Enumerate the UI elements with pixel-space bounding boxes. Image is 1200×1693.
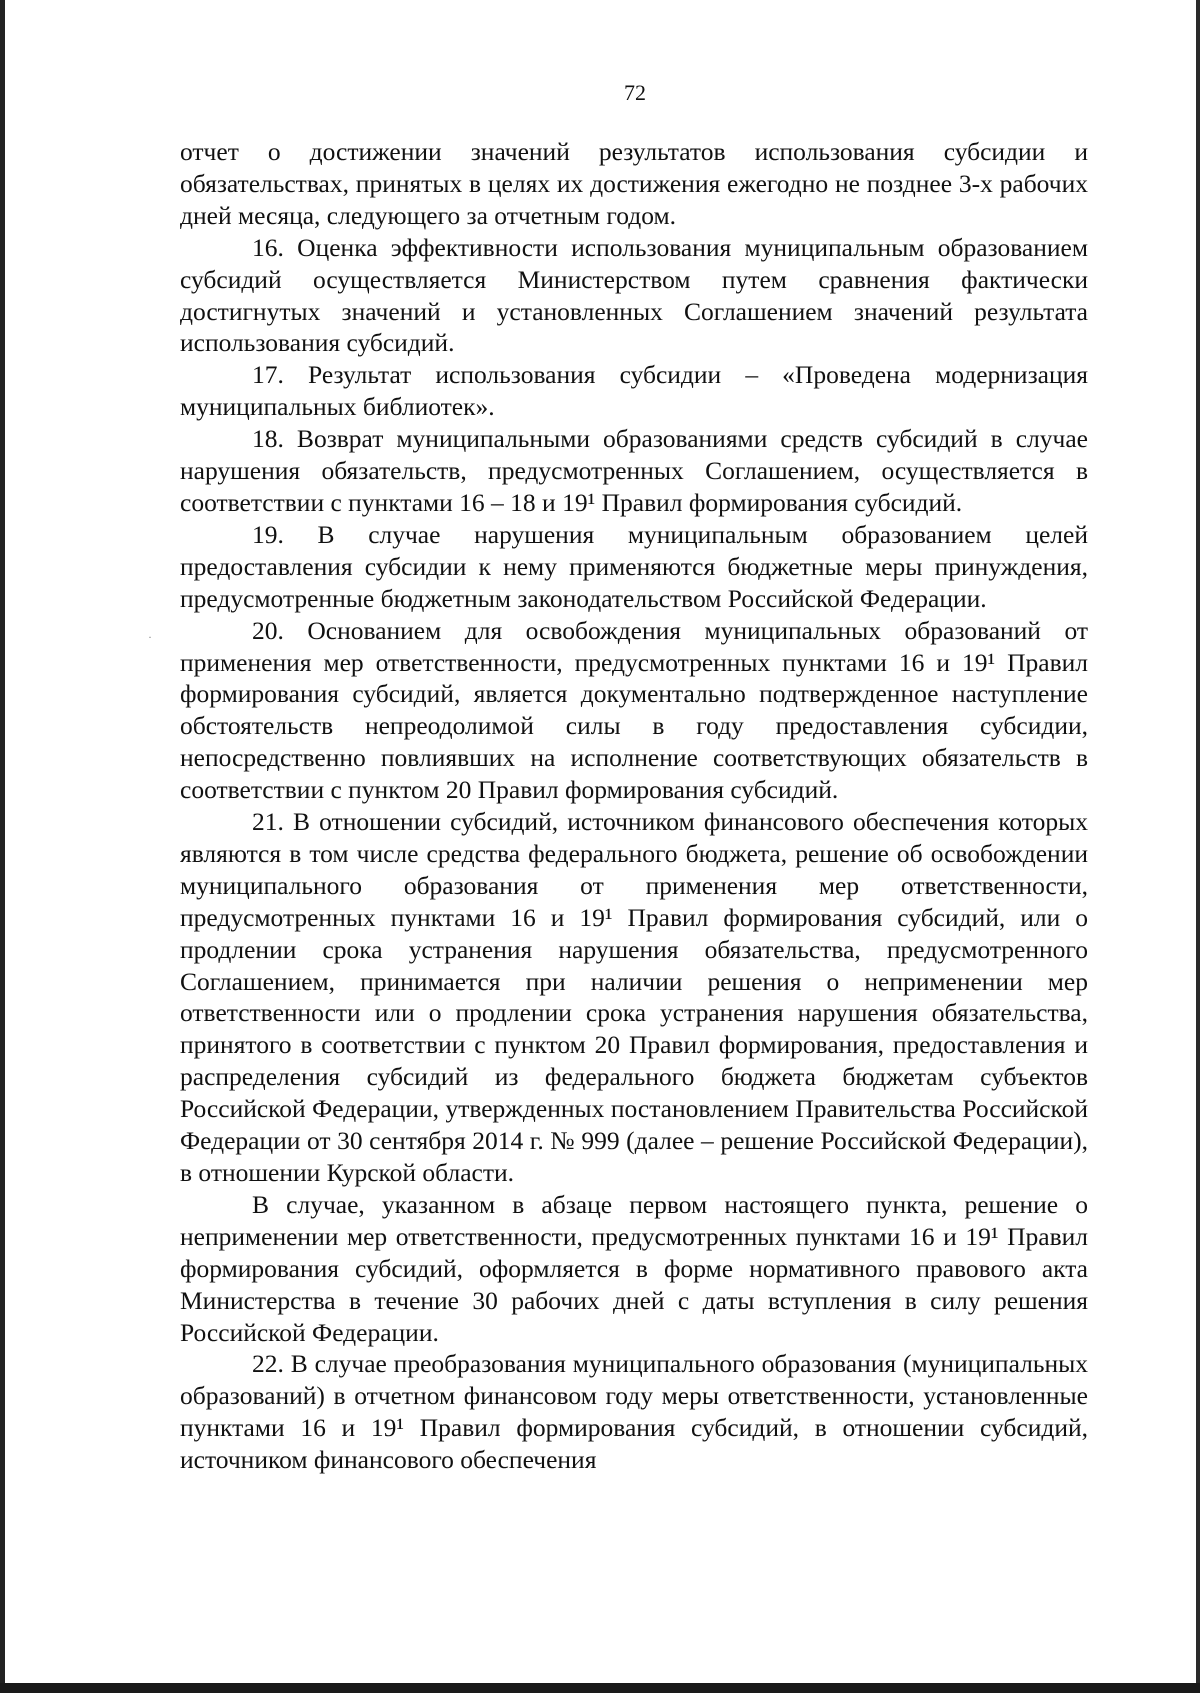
paragraph-18: 18. Возврат муниципальными образованиями средств субсидий в случае нарушения обязательств, предусмотренных Соглашением, осуществляется в соответствии с пунктами 16 – 18 и 19¹ Правил формирования субсидий. xyxy=(180,424,1088,517)
paragraph-21: 21. В отношении субсидий, источником финансового обеспечения которых являются в том числе средства федерального бюджета, решение об освобождении муниципального образования от применения мер ответственности, предусмотренных пунктами 16 и 19¹ Правил формирования субсидий, или о продлении срока устранения нарушения обязательства, предусмотренного Соглашением, принимается при наличии решения о неприменении мер ответственности или о продлении срока устранения нарушения обязательства, принятого в соответствии с пунктом 20 Правил формирования, предоставления и распределения субсидий из федерального бюджета бюджетам субъектов Российской Федерации, утвержденных постановлением Правительства Российской Федерации от 30 сентября 2014 г. № 999 (далее – решение Российской Федерации), в отношении Курской области. xyxy=(180,807,1088,1187)
scan-edge-left xyxy=(0,0,5,1693)
paragraph-19: 19. В случае нарушения муниципальным образованием целей предоставления субсидии к нему применяются бюджетные меры принуждения, предусмотренные бюджетным законодательством Российской Федерации. xyxy=(180,519,1088,613)
scan-speck: · xyxy=(148,630,152,644)
document-body xyxy=(180,136,1088,1476)
paragraph-16: 16. Оценка эффективности использования муниципальным образованием субсидий осуществляется Министерством путем сравнения фактически достигнутых значений и установленных Соглашением значений результата использования субсидий. xyxy=(180,232,1088,358)
paragraph-continuation: отчет о достижении значений результатов использования субсидии и обязательствах, принятых в целях их достижения ежегодно не позднее 3-х рабочих дней месяца, следующего за отчетным годом. xyxy=(180,137,1088,230)
paragraph-17: 17. Результат использования субсидии – «Проведена модернизация муниципальных библиотек». xyxy=(180,360,1088,422)
scan-edge-bottom xyxy=(0,1683,1200,1693)
paragraph-20: 20. Основанием для освобождения муниципальных образований от применения мер ответственности, предусмотренных пунктами 16 и 19¹ Правил формирования субсидий, является документально подтвержденное наступление обстоятельств непреодолимой силы в году предоставления субсидии, непосредственно повлиявших на исполнение соответствующих обязательств в соответствии с пунктом 20 Правил формирования субсидий. xyxy=(180,615,1088,805)
scan-edge-right xyxy=(1196,0,1200,1693)
page-number: 72 xyxy=(624,80,646,105)
paragraph-22: 22. В случае преобразования муниципального образования (муниципальных образований) в отчетном финансовом году меры ответственности, установленные пунктами 16 и 19¹ Правил формирования субсидий, в отношении субсидий, источником финансового обеспечения xyxy=(180,1349,1088,1475)
paragraph-21-second: В случае, указанном в абзаце первом настоящего пункта, решение о неприменении мер ответственности, предусмотренных пунктами 16 и 19¹ Правил формирования субсидий, оформляется в форме нормативного правового акта Министерства в течение 30 рабочих дней с даты вступления в силу решения Российской Федерации. xyxy=(180,1189,1088,1347)
